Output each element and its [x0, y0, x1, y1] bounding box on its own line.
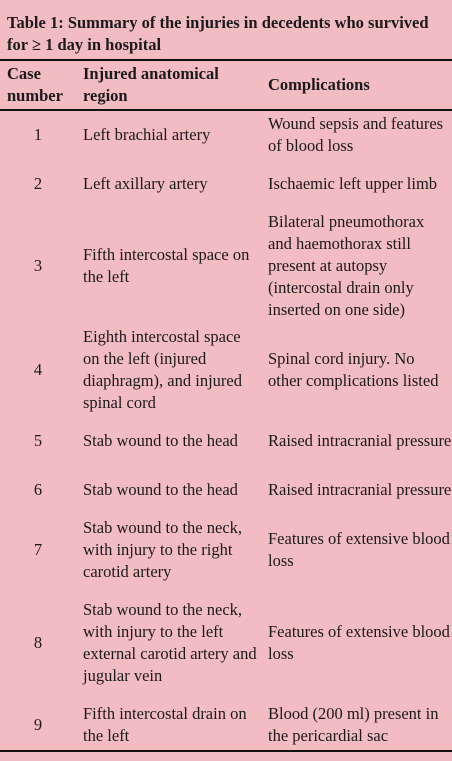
case-number-cell: 8: [33, 632, 43, 652]
complications-cell: Ischaemic left upper limb: [268, 173, 438, 193]
table-row: [0, 323, 452, 416]
region-cell: Left brachial artery: [83, 125, 211, 144]
table-row: [0, 208, 452, 323]
region-cell: Stab wound to the head: [83, 430, 238, 450]
table-body: [0, 110, 452, 751]
injuries-table: [0, 59, 452, 752]
table-row: [0, 465, 452, 514]
region-cell: Fifth intercostal space on the left: [83, 244, 250, 286]
case-number-cell: 2: [33, 173, 43, 193]
case-number-cell: 6: [33, 479, 43, 499]
region-cell: Stab wound to the neck, with injury to the left external carotid artery and jugular vein: [83, 599, 257, 685]
case-number-cell: 5: [33, 430, 43, 450]
header-complications: Complications: [268, 75, 370, 94]
table-row: [0, 159, 452, 208]
case-number-cell: 1: [33, 125, 43, 144]
region-cell: Left axillary artery: [83, 173, 208, 193]
complications-cell: Bilateral pneumothorax and haemothorax still present at autopsy (intercostal drain only inserted on one side): [268, 211, 425, 319]
region-cell: Eighth intercostal space on the left (injured diaphragm), and injured spinal cord: [83, 326, 242, 412]
complications-cell: Raised intracranial pressure: [268, 430, 452, 450]
header-case-number: Case number: [7, 64, 63, 105]
table-row: [0, 585, 452, 700]
case-number-cell: 4: [33, 359, 43, 379]
complications-cell: Features of extensive blood loss: [268, 621, 450, 663]
case-number-cell: 9: [33, 715, 43, 734]
region-cell: Fifth intercostal drain on the left: [83, 704, 247, 745]
table-title: Table 1: Summary of the injuries in decedents who survived for ≥ 1 day in hospital: [7, 13, 429, 54]
table-row: [0, 110, 452, 159]
complications-cell: Blood (200 ml) present in the pericardial sac: [268, 704, 439, 745]
case-number-cell: 3: [33, 255, 43, 275]
table-row: [0, 514, 452, 585]
complications-cell: Features of extensive blood loss: [268, 528, 450, 570]
region-cell: Stab wound to the neck, with injury to the right carotid artery: [83, 517, 243, 581]
header-injured-region: Injured anatomical region: [83, 64, 219, 105]
complications-cell: Wound sepsis and features of blood loss: [268, 114, 444, 155]
table-row: [0, 416, 452, 465]
complications-cell: Raised intracranial pressure: [268, 479, 452, 499]
table-row: [0, 700, 452, 751]
complications-cell: Spinal cord injury. No other complications listed: [268, 348, 439, 390]
region-cell: Stab wound to the head: [83, 479, 238, 499]
table-header-row: [0, 60, 452, 110]
case-number-cell: 7: [33, 539, 43, 559]
